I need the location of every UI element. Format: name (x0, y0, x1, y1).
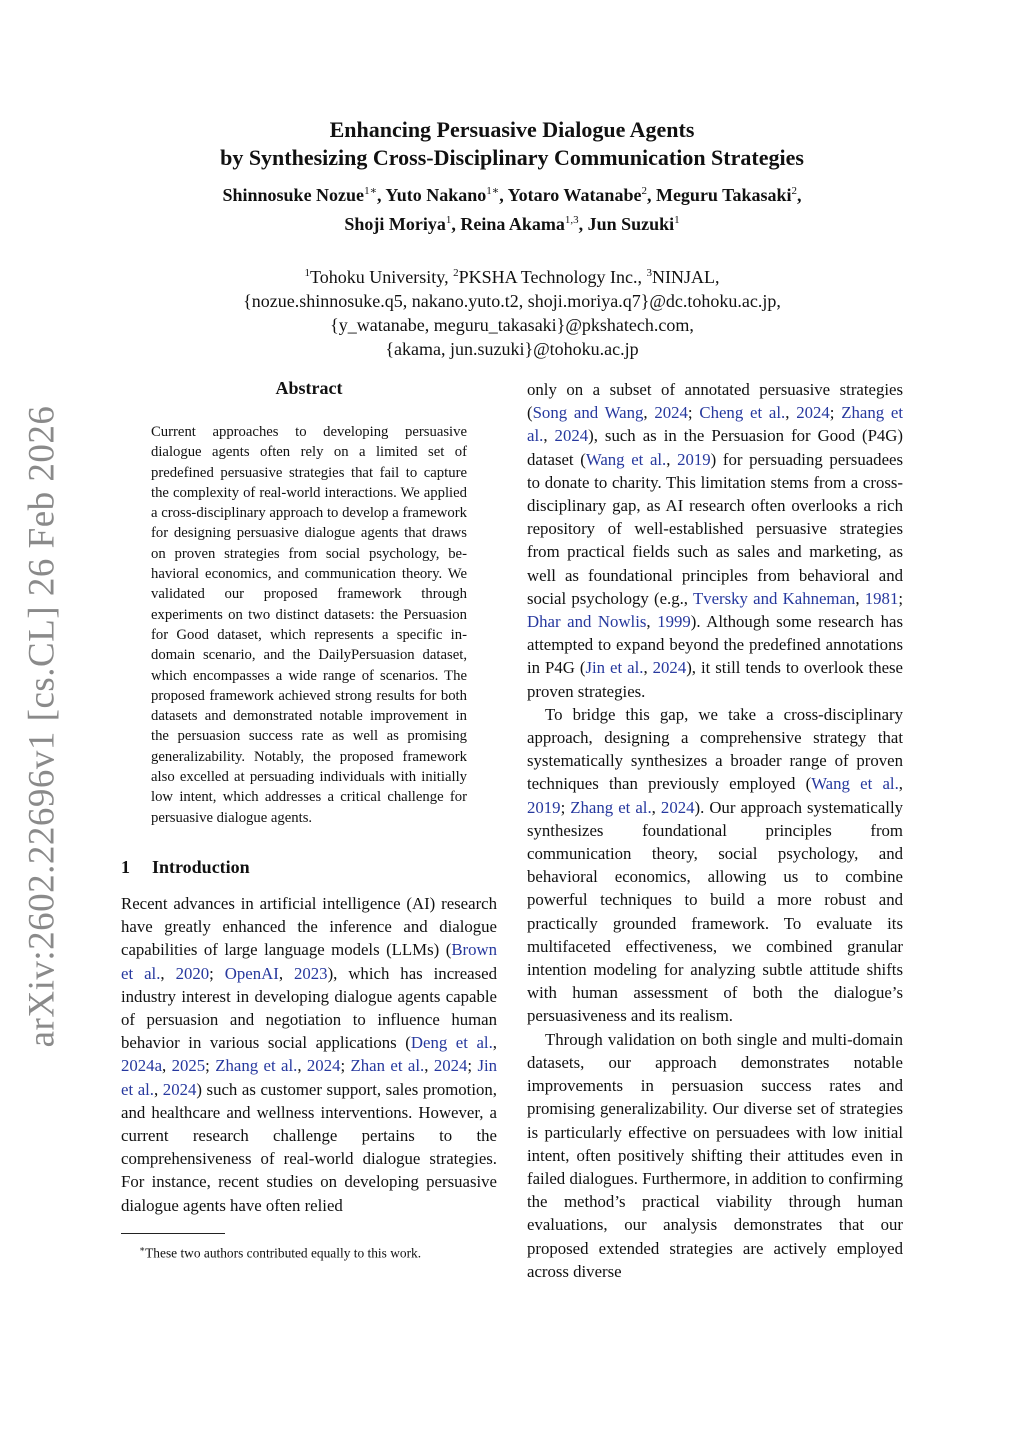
author-name: Meguru Takasaki (655, 185, 792, 205)
citation-link[interactable]: 2024a (121, 1056, 163, 1076)
citation-link[interactable]: 2020 (175, 963, 210, 983)
title-block (120, 116, 904, 361)
author-affiliation-mark: 1∗ (486, 185, 500, 197)
citation-link[interactable]: 1999 (657, 612, 691, 632)
citation-link[interactable]: 1981 (864, 588, 899, 608)
title-line-1: Enhancing Persuasive Dialogue Agents (329, 117, 695, 142)
author-name: Shinnosuke Nozue (222, 185, 365, 205)
citation-link[interactable]: 2019 (527, 797, 561, 817)
arxiv-stamp-text: arXiv:2602.22696v1 [cs.CL] 26 Feb 2026 (21, 405, 63, 1047)
author-affiliation-mark: 2 (791, 185, 797, 197)
email-line-1: {nozue.shinnosuke.q5, nakano.yuto.t2, shoji.moriya.q7}@dc.tohoku.ac.jp, (243, 291, 781, 311)
affiliation-mark: 2 (453, 267, 459, 279)
right-column (527, 378, 903, 1283)
intro-paragraph-3: To bridge this gap, we take a cross-disciplinary approach, designing a comprehensive strategy that systematically synthesizes a broader range of proven techniques than previously employed (Wang et al., 2019; Zhang et al., 2024). Our approach systematically synthesizes foundational principles from communication theory, social psychology, and behavioral economics, allowing us to combine powerful techniques to build a more robust and practically grounded framework. To evaluate its multifaceted effectiveness, we combined granular intention modeling for analyzing subtle attitude shifts with human assessment of both the dialogue’s persuasiveness and its realism. (527, 704, 904, 1026)
affiliation-mark: 3 (646, 267, 652, 279)
citation-link[interactable]: Tversky and Kahneman (692, 588, 856, 608)
citation-link[interactable]: Song and Wang (532, 403, 644, 423)
citation-link[interactable]: Zhang et al. (215, 1056, 298, 1076)
intro-paragraph-4: Through validation on both single and multi-domain datasets, our approach demonstrates notable improvements in persuasion success rates and promising generalizability. Our diverse set of strategies is particularly effective on persuadees with low initial intent, often positively shifting their attitudes even in failed dialogues. Furthermore, in addition to confirming the method’s practical viability through human evaluations, our analysis demonstrates that our proposed extended strategies are actively employed across diverse (527, 1029, 903, 1281)
email-line-2: {y_watanabe, meguru_takasaki}@pkshatech.com, (330, 315, 694, 335)
citation-link[interactable]: Wang et al. (585, 449, 667, 469)
citation-link[interactable]: 2019 (677, 449, 711, 469)
email-line-3: {akama, jun.suzuki}@tohoku.ac.jp (385, 339, 639, 359)
citation-link[interactable]: 2024 (660, 797, 695, 817)
citation-link[interactable]: 2023 (294, 963, 328, 983)
citation-link[interactable]: 2024 (162, 1079, 197, 1099)
author-affiliation-mark: 1 (674, 214, 680, 226)
intro-paragraph-1: Recent advances in artificial intelligence (AI) research have greatly enhanced the inference and dialogue capabilities of large language models (LLMs) (Brown et al., 2020; OpenAI, 2023), which has increased industry interest in developing dialogue agents capable of persuasion and negotiation to influence human behavior in various social applications (Deng et al., 2024a, 2025; Zhang et al., 2024; Zhan et al., 2024; Jin et al., 2024) such as customer support, sales promotion, and healthcare and wellness interventions. However, a current research challenge pertains to the comprehensiveness of real-world dialogue strategies. For instance, recent studies on developing persuasive dialogue agents have often relied (121, 893, 498, 1215)
abstract-text: Current approaches to developing persuasive dialogue agents often rely on a limited set of predefined persuasive strategies that fail to capture the complexity of real-world interactions. We applied a cross-disciplinary approach to develop a framework for designing persuasive dialogue agents that draws on proven strategies from social psychology, behavioral economics, and communication theory. We validated our proposed framework through experiments on two distinct datasets: the Persuasion for Good dataset, which represents a specific in-domain scenario, and the DailyPersuasion dataset, which encompasses a wide range of scenarios. The proposed framework achieved strong results for both datasets and demonstrated notable improvement in the persuasion success rate as well as promising generalizability. Notably, the proposed framework also excelled at persuading individuals with initially low intent, which addresses a critical challenge for persuasive dialogue agents. (151, 424, 467, 826)
affiliation-name: Tohoku University, (310, 267, 454, 287)
affiliation-line (120, 261, 904, 289)
arxiv-identifier-stamp (18, 405, 66, 1047)
intro-paragraph-2: only on a subset of annotated persuasive strategies (Song and Wang, 2024; Cheng et al., 2024; Zhang et al., 2024), such as in the Persuasion for Good (P4G) dataset (Wang et al., 2019) for persuading persuadees to donate to charity. This limitation stems from a cross-disciplinary gap, as AI research often overlooks a rich repository of well-established persuasive strategies from practical fields such as sales and marketing, as well as foundational principles from behavioral and social psychology (e.g., Tversky and Kahneman, 1981; Dhar and Nowlis, 1999). Although some research has attempted to expand beyond the predefined annotations in P4G (Jin et al., 2024), it still tends to overlook these proven strategies. (527, 380, 904, 701)
citation-link[interactable]: Cheng et al. (699, 403, 786, 423)
author-name: Shoji Moriya (344, 214, 446, 234)
citation-link[interactable]: Zhang et al. (527, 403, 904, 446)
footnote-rule (121, 1233, 225, 1234)
author-list (120, 179, 904, 237)
footnote-mark: ∗ (139, 1243, 146, 1254)
citation-link[interactable]: Deng et al. (410, 1033, 493, 1053)
citation-link[interactable]: Jin et al. (585, 658, 644, 678)
citation-link[interactable]: 2024 (796, 403, 830, 423)
affiliations (120, 261, 904, 361)
author-affiliation-mark: 2 (641, 185, 647, 197)
author-line-1: Shinnosuke Nozue$^{1∗}$, Yuto Nakano$^{1∗}$, Yotaro Watanabe$^2$, Meguru Takasaki$^2$, (222, 185, 802, 205)
citation-link[interactable]: 2024 (652, 658, 687, 678)
title-line-2: by Synthesizing Cross-Disciplinary Communication Strategies (220, 145, 804, 170)
citation-link[interactable]: Jin et al. (121, 1056, 498, 1099)
author-affiliation-mark: 1∗ (364, 185, 378, 197)
author-line-2: Shoji Moriya$^1$, Reina Akama$^{1,3}$, Jun Suzuki$^1$ (344, 214, 680, 234)
section-title: Introduction (152, 856, 250, 877)
paper-title (120, 116, 904, 172)
citation-link[interactable]: 2025 (171, 1056, 206, 1076)
section-number: 1 (121, 856, 130, 877)
affiliation-name: NINJAL, (651, 267, 720, 287)
section-heading-introduction (121, 855, 497, 879)
author-name: Reina Akama (460, 214, 565, 234)
abstract-heading: Abstract (275, 378, 343, 398)
footnote-text: These two authors contributed equally to this work. (145, 1245, 422, 1261)
citation-link[interactable]: Zhang et al. (570, 797, 652, 817)
left-column (121, 376, 497, 1262)
author-affiliation-mark: 1,3 (564, 214, 579, 226)
citation-link[interactable]: 2024 (433, 1056, 468, 1076)
citation-link[interactable]: 2024 (654, 403, 688, 423)
citation-link[interactable]: 2024 (554, 426, 589, 446)
author-affiliation-mark: 1 (445, 214, 452, 226)
citation-link[interactable]: Brown et al. (121, 940, 497, 983)
citation-link[interactable]: 2024 (306, 1056, 341, 1076)
citation-link[interactable]: Zhan et al. (350, 1056, 425, 1076)
citation-link[interactable]: Wang et al. (811, 774, 899, 794)
citation-link[interactable]: Dhar and Nowlis (527, 612, 647, 632)
affiliation-mark: 1 (304, 267, 311, 279)
footnote (121, 1240, 497, 1262)
citation-link[interactable]: OpenAI (224, 963, 279, 983)
affiliation-name: PKSHA Technology Inc., (458, 267, 647, 287)
author-name: Yotaro Watanabe (507, 185, 642, 205)
author-name: Jun Suzuki (587, 214, 675, 234)
author-name: Yuto Nakano (385, 185, 487, 205)
